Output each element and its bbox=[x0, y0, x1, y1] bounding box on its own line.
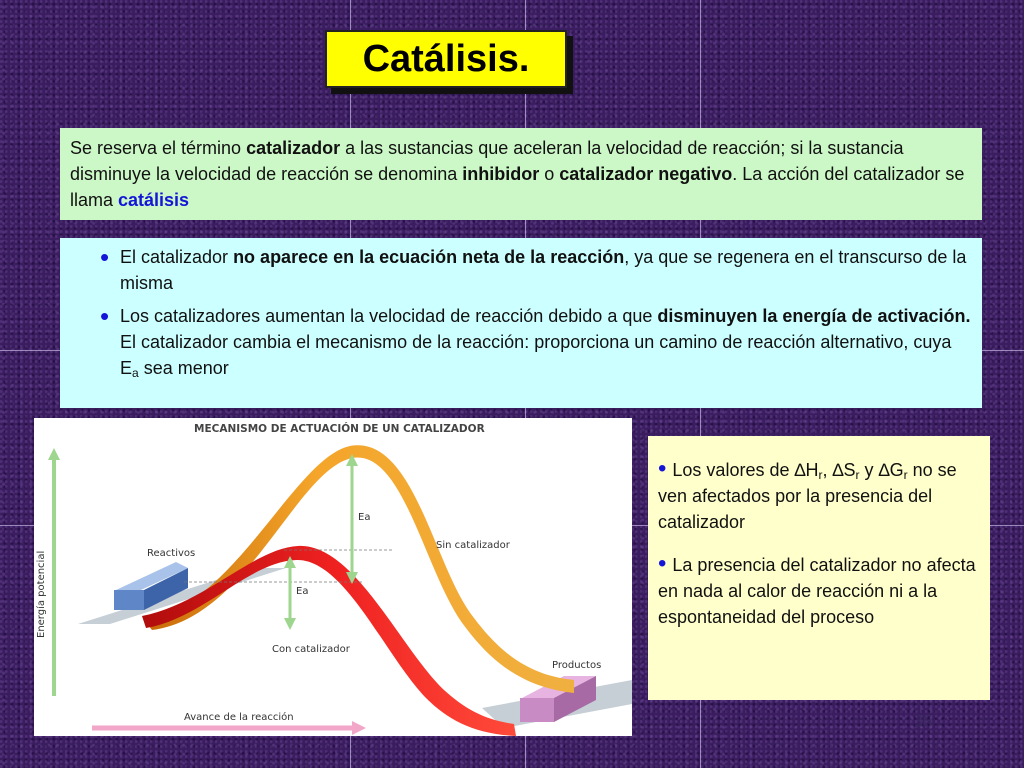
energy-axis-label: Energía potencial bbox=[36, 550, 47, 638]
bullet-text: El catalizador bbox=[120, 247, 234, 267]
bullet-icon: • bbox=[100, 242, 110, 272]
definition-text: a las sustancias que aceleran la velocidad de reacción; si la sustancia disminuye la velocidad de reacción se denomina bbox=[70, 138, 904, 184]
definition-term-catalisis: catálisis bbox=[118, 190, 190, 210]
reactants-label: Reactivos bbox=[147, 548, 196, 559]
definition-text: o bbox=[539, 164, 560, 184]
ea-catalyzed-label: Ea bbox=[296, 586, 309, 597]
slide-title: Catálisis. bbox=[362, 37, 530, 80]
note-subscript: r bbox=[855, 468, 860, 482]
uncatalyzed-curve bbox=[144, 445, 574, 693]
catalyst-mechanism-diagram bbox=[34, 418, 632, 736]
note-text: , bbox=[822, 460, 833, 480]
ea-uncatalyzed-label: Ea bbox=[358, 512, 371, 523]
note-text: La presencia del catalizador no afecta en nada al calor de reacción ni a la espontaneidad del proceso bbox=[658, 555, 976, 627]
bullet-text: sea menor bbox=[138, 358, 229, 378]
definition-text: . La acción del catalizador se llama bbox=[70, 164, 965, 210]
notes-box bbox=[648, 436, 990, 700]
bullet-text: Los catalizadores aumentan la velocidad de reacción debido a que bbox=[120, 306, 658, 326]
diagram-title: MECANISMO DE ACTUACIÓN DE UN CATALIZADOR bbox=[194, 423, 485, 435]
note-text: y bbox=[859, 460, 879, 480]
bullet-item bbox=[100, 303, 972, 381]
products-label: Productos bbox=[552, 660, 602, 671]
bullet-icon: • bbox=[658, 550, 667, 577]
bullet-emphasis: no aparece en la ecuación neta de la reacción bbox=[233, 247, 625, 267]
bullet-subscript: a bbox=[132, 366, 139, 380]
page-number: 36 bbox=[914, 711, 932, 731]
diagram-svg bbox=[34, 418, 632, 736]
bullet-emphasis: disminuyen la energía de activación. bbox=[657, 306, 971, 326]
definition-term-catalizador: catalizador bbox=[246, 138, 341, 158]
catalyst-bullets-box bbox=[60, 238, 982, 408]
energy-axis-arrowhead bbox=[48, 448, 60, 460]
bullet-item bbox=[100, 244, 972, 296]
uncatalyzed-label: Sin catalizador bbox=[436, 540, 510, 551]
note-symbol: ∆S bbox=[832, 460, 856, 480]
definition-box bbox=[60, 128, 982, 220]
bullet-icon: • bbox=[658, 455, 667, 482]
catalyzed-curve bbox=[142, 546, 516, 736]
definition-text: Se reserva el término bbox=[70, 138, 247, 158]
note-subscript: r bbox=[818, 468, 823, 482]
progress-axis-label: Avance de la reacción bbox=[184, 712, 294, 723]
bullet-icon: • bbox=[100, 301, 110, 331]
note-text: Los valores de bbox=[672, 460, 795, 480]
definition-term-catalizador-negativo: catalizador negativo bbox=[559, 164, 733, 184]
ea-catalyzed-arrowhead bbox=[284, 618, 296, 630]
reactants-block bbox=[114, 590, 144, 610]
note-symbol: ∆H bbox=[794, 460, 819, 480]
note-text: no se ven afectados por la presencia del catalizador bbox=[658, 460, 957, 532]
products-block bbox=[520, 698, 554, 722]
note-item bbox=[658, 551, 980, 630]
note-subscript: r bbox=[903, 468, 908, 482]
slide-title-box bbox=[325, 30, 567, 88]
catalyzed-label: Con catalizador bbox=[272, 644, 350, 655]
note-symbol: ∆G bbox=[878, 460, 904, 480]
definition-term-inhibidor: inhibidor bbox=[462, 164, 540, 184]
bullet-text: , ya que se regenera en el transcurso de la misma bbox=[120, 247, 967, 293]
note-item bbox=[658, 456, 980, 535]
progress-axis-arrowhead bbox=[352, 721, 366, 735]
bullet-text: El catalizador cambia el mecanismo de la reacción: proporciona un camino de reacción alternativo, cuya E bbox=[120, 332, 952, 378]
